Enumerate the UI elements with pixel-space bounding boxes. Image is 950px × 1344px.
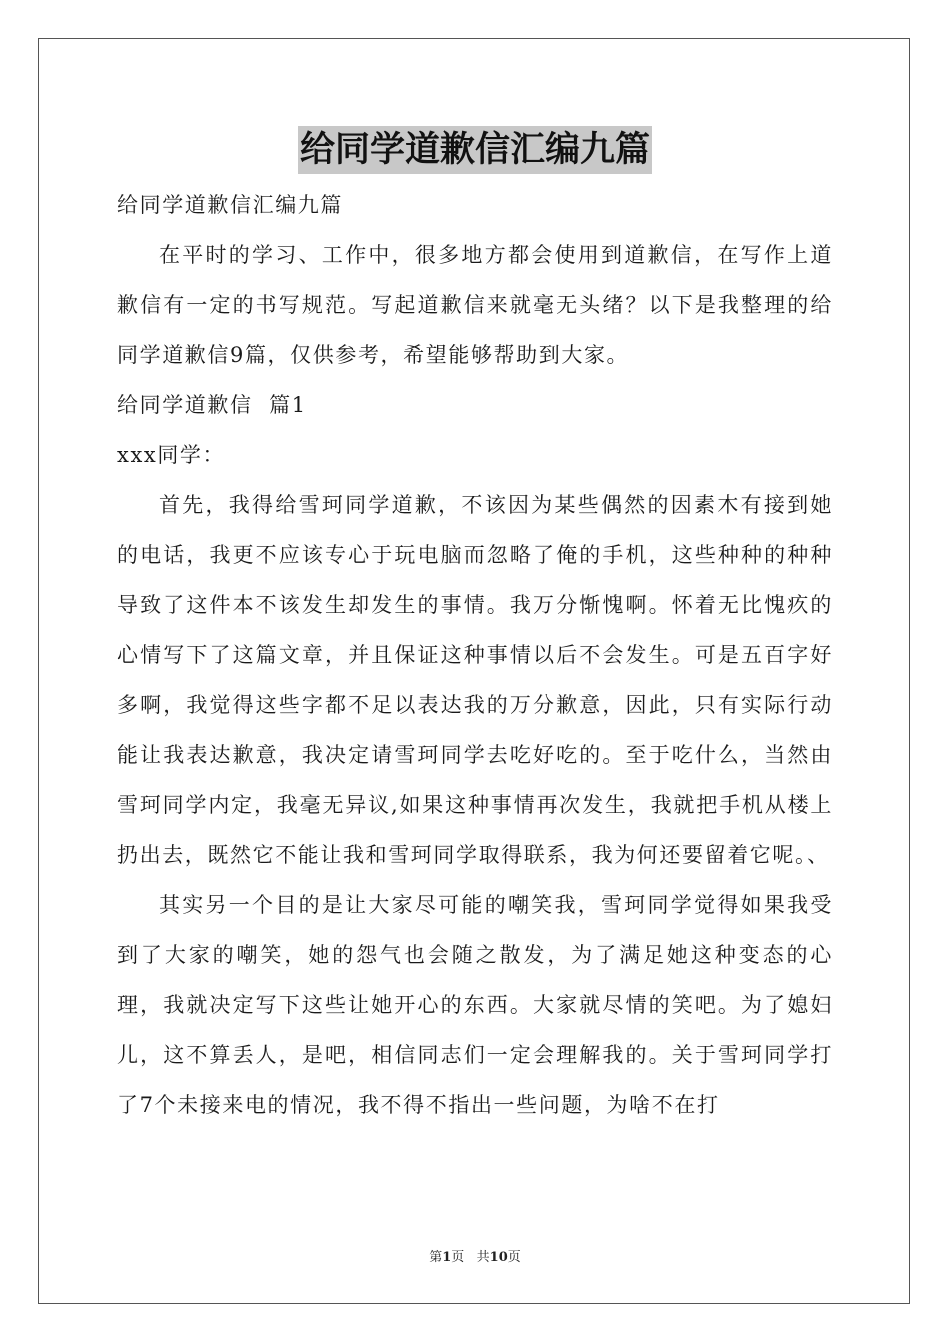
body-paragraph-2: 其实另一个目的是让大家尽可能的嘲笑我，雪珂同学觉得如果我受到了大家的嘲笑，她的怨气也会随之散发，为了满足她这种变态的心理，我就决定写下这些让她开心的东西。大家就尽情的笑吧。为了媳妇儿，这不算丢人，是吧，相信同志们一定会理解我的。关于雪珂同学打了7个未接来电的情况，我不得不指出一些问题，为啥不在打 <box>117 893 833 1117</box>
intro-paragraph: 在平时的学习、工作中，很多地方都会使用到道歉信，在写作上道歉信有一定的书写规范。写起道歉信来就毫无头绪？以下是我整理的给同学道歉信9篇，仅供参考，希望能够帮助到大家。 <box>117 243 833 367</box>
footer-page-total: 10 <box>489 1250 508 1265</box>
salutation: xxx同学： <box>117 443 226 467</box>
section-heading: 给同学道歉信 篇1 <box>117 393 307 417</box>
document-body <box>117 180 833 1130</box>
title-container <box>0 126 950 174</box>
footer-page-suffix: 页 <box>507 1250 521 1265</box>
footer-page-mid: 页 共 <box>451 1250 490 1265</box>
footer-page-number: 1 <box>442 1250 452 1265</box>
document-title: 给同学道歉信汇编九篇 <box>298 126 652 174</box>
document-subtitle: 给同学道歉信汇编九篇 <box>117 193 343 217</box>
page-footer <box>0 1246 950 1265</box>
footer-page-prefix: 第 <box>429 1250 443 1265</box>
body-paragraph-1: 首先，我得给雪珂同学道歉，不该因为某些偶然的因素木有接到她的电话，我更不应该专心于玩电脑而忽略了俺的手机，这些种种的种种导致了这件本不该发生却发生的事情。我万分惭愧啊。怀着无比愧疚的心情写下了这篇文章，并且保证这种事情以后不会发生。可是五百字好多啊，我觉得这些字都不足以表达我的万分歉意，因此，只有实际行动能让我表达歉意，我决定请雪珂同学去吃好吃的。至于吃什么，当然由雪珂同学内定，我毫无异议,如果这种事情再次发生，我就把手机从楼上扔出去，既然它不能让我和雪珂同学取得联系，我为何还要留着它呢。、 <box>117 493 833 867</box>
